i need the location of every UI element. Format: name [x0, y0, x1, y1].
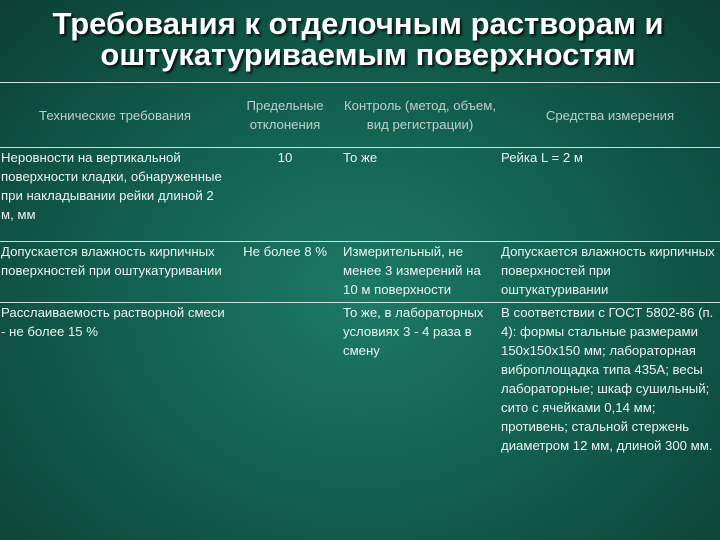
table-row: [0, 242, 720, 303]
cell-tools: Рейка L = 2 м: [501, 150, 583, 165]
cell-tools: Допускается влажность кирпичных поверхностей при оштукатуривании: [501, 244, 715, 297]
header-measuring-tools: Средства измерения: [545, 107, 675, 123]
cell-control: Измерительный, не менее 3 измерений на 10 м поверхности: [343, 244, 481, 297]
requirements-table: [0, 82, 720, 535]
title-line-1: Требования к отделочным растворам и: [52, 6, 664, 41]
table-row: [0, 148, 720, 242]
slide-title: [0, 8, 720, 70]
cell-control: То же: [343, 150, 378, 165]
header-technical-requirements: Технические требования: [39, 107, 191, 123]
cell-tolerance: [230, 303, 340, 535]
cell-tolerance: Не более 8 %: [243, 244, 327, 259]
cell-tools: В соответствии с ГОСТ 5802-86 (п. 4): формы стальные размерами 150х150х150 мм; лабораторная виброплощадка типа 435А; весы лабораторные; шкаф сушильный; сито с ячейками 0,14 мм; противень; стальной стержень диаметром 12 мм, длиной 300 мм.: [501, 305, 714, 453]
title-line-2: оштукатуриваемым поверхностям: [100, 37, 636, 72]
table-row: [0, 303, 720, 535]
header-control-method: Контроль (метод, объем, вид регистрации): [343, 98, 496, 132]
cell-control: То же, в лабораторных условиях 3 - 4 раза в смену: [343, 305, 484, 358]
cell-requirement: Расслаиваемость растворной смеси - не более 15 %: [1, 305, 225, 339]
table-header-row: [0, 83, 720, 148]
cell-tolerance: 10: [277, 150, 293, 165]
header-tolerances: Предельные отклонения: [246, 98, 324, 132]
cell-requirement: Неровности на вертикальной поверхности кладки, обнаруженные при накладывании рейки длиной 2 м, мм: [1, 150, 222, 222]
cell-requirement: Допускается влажность кирпичных поверхностей при оштукатуривании: [1, 244, 222, 278]
